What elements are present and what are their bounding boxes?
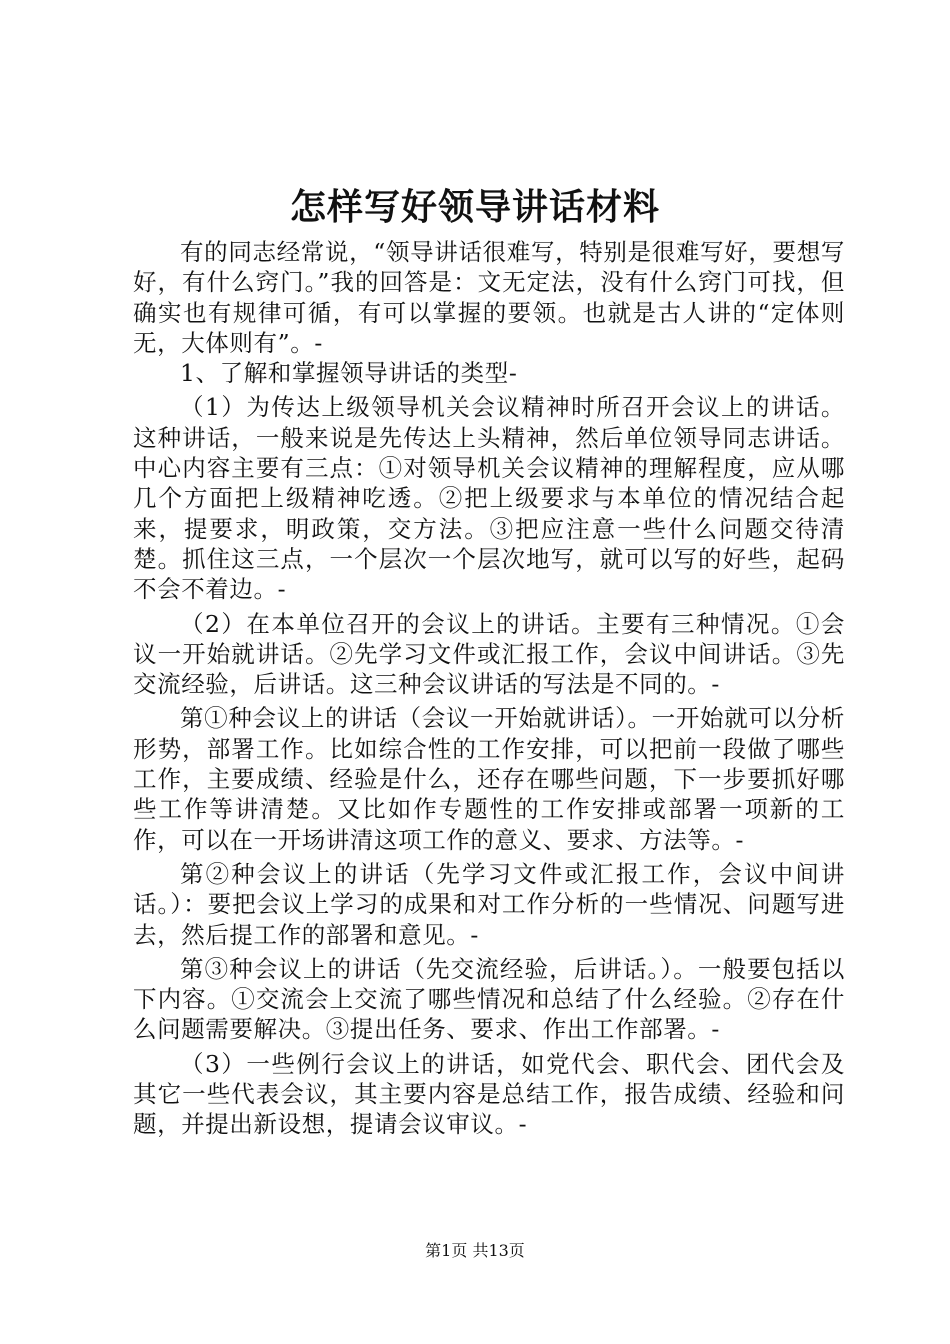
document-body (133, 237, 845, 1140)
paragraph-type-1: （1）为传达上级领导机关会议精神时所召开会议上的讲话。这种讲话，一般来说是先传达上头精神，然后单位领导同志讲话。中心内容主要有三点：①对领导机关会议精神的理解程度，应从哪几个方面把上级精神吃透。②把上级要求与本单位的情况结合起来，提要求，明政策，交方法。③把应注意一些什么问题交待清楚。抓住这三点，一个层次一个层次地写，就可以写的好些，起码不会不着边。- (133, 393, 845, 604)
paragraph-type-3: （3）一些例行会议上的讲话，如党代会、职代会、团代会及其它一些代表会议，其主要内容是总结工作，报告成绩、经验和问题，并提出新设想，提请会议审议。- (133, 1049, 845, 1139)
paragraph-type-2: （2）在本单位召开的会议上的讲话。主要有三种情况。①会议一开始就讲话。②先学习文件或汇报工作，会议中间讲话。③先交流经验，后讲话。这三种会议讲话的写法是不同的。- (133, 609, 845, 699)
paragraph-case-3: 第③种会议上的讲话（先交流经验，后讲话。）。一般要包括以下内容。①交流会上交流了哪些情况和总结了什么经验。②存在什么问题需要解决。③提出任务、要求、作出工作部署。- (133, 954, 845, 1044)
paragraph-intro: 有的同志经常说，“领导讲话很难写，特别是很难写好，要想写好，有什么窍门。”我的回答是：文无定法，没有什么窍门可找，但确实也有规律可循，有可以掌握的要领。也就是古人讲的“定体则无，大体则有”。- (133, 238, 845, 357)
paragraph-case-2: 第②种会议上的讲话（先学习文件或汇报工作，会议中间讲话。）：要把会议上学习的成果和对工作分析的一些情况、问题写进去，然后提工作的部署和意见。- (133, 859, 845, 949)
page-footer: 第1页 共13页 (425, 1241, 525, 1260)
document-title: 怎样写好领导讲话材料 (289, 186, 660, 228)
paragraph-section-heading: 1、了解和掌握领导讲话的类型- (180, 359, 518, 388)
paragraph-case-1: 第①种会议上的讲话（会议一开始就讲话）。一开始就可以分析形势，部署工作。比如综合性的工作安排，可以把前一段做了哪些工作，主要成绩、经验是什么，还存在哪些问题，下一步要抓好哪些工作等讲清楚。又比如作专题性的工作安排或部署一项新的工作，可以在一开场讲清这项工作的意义、要求、方法等。- (133, 704, 845, 854)
